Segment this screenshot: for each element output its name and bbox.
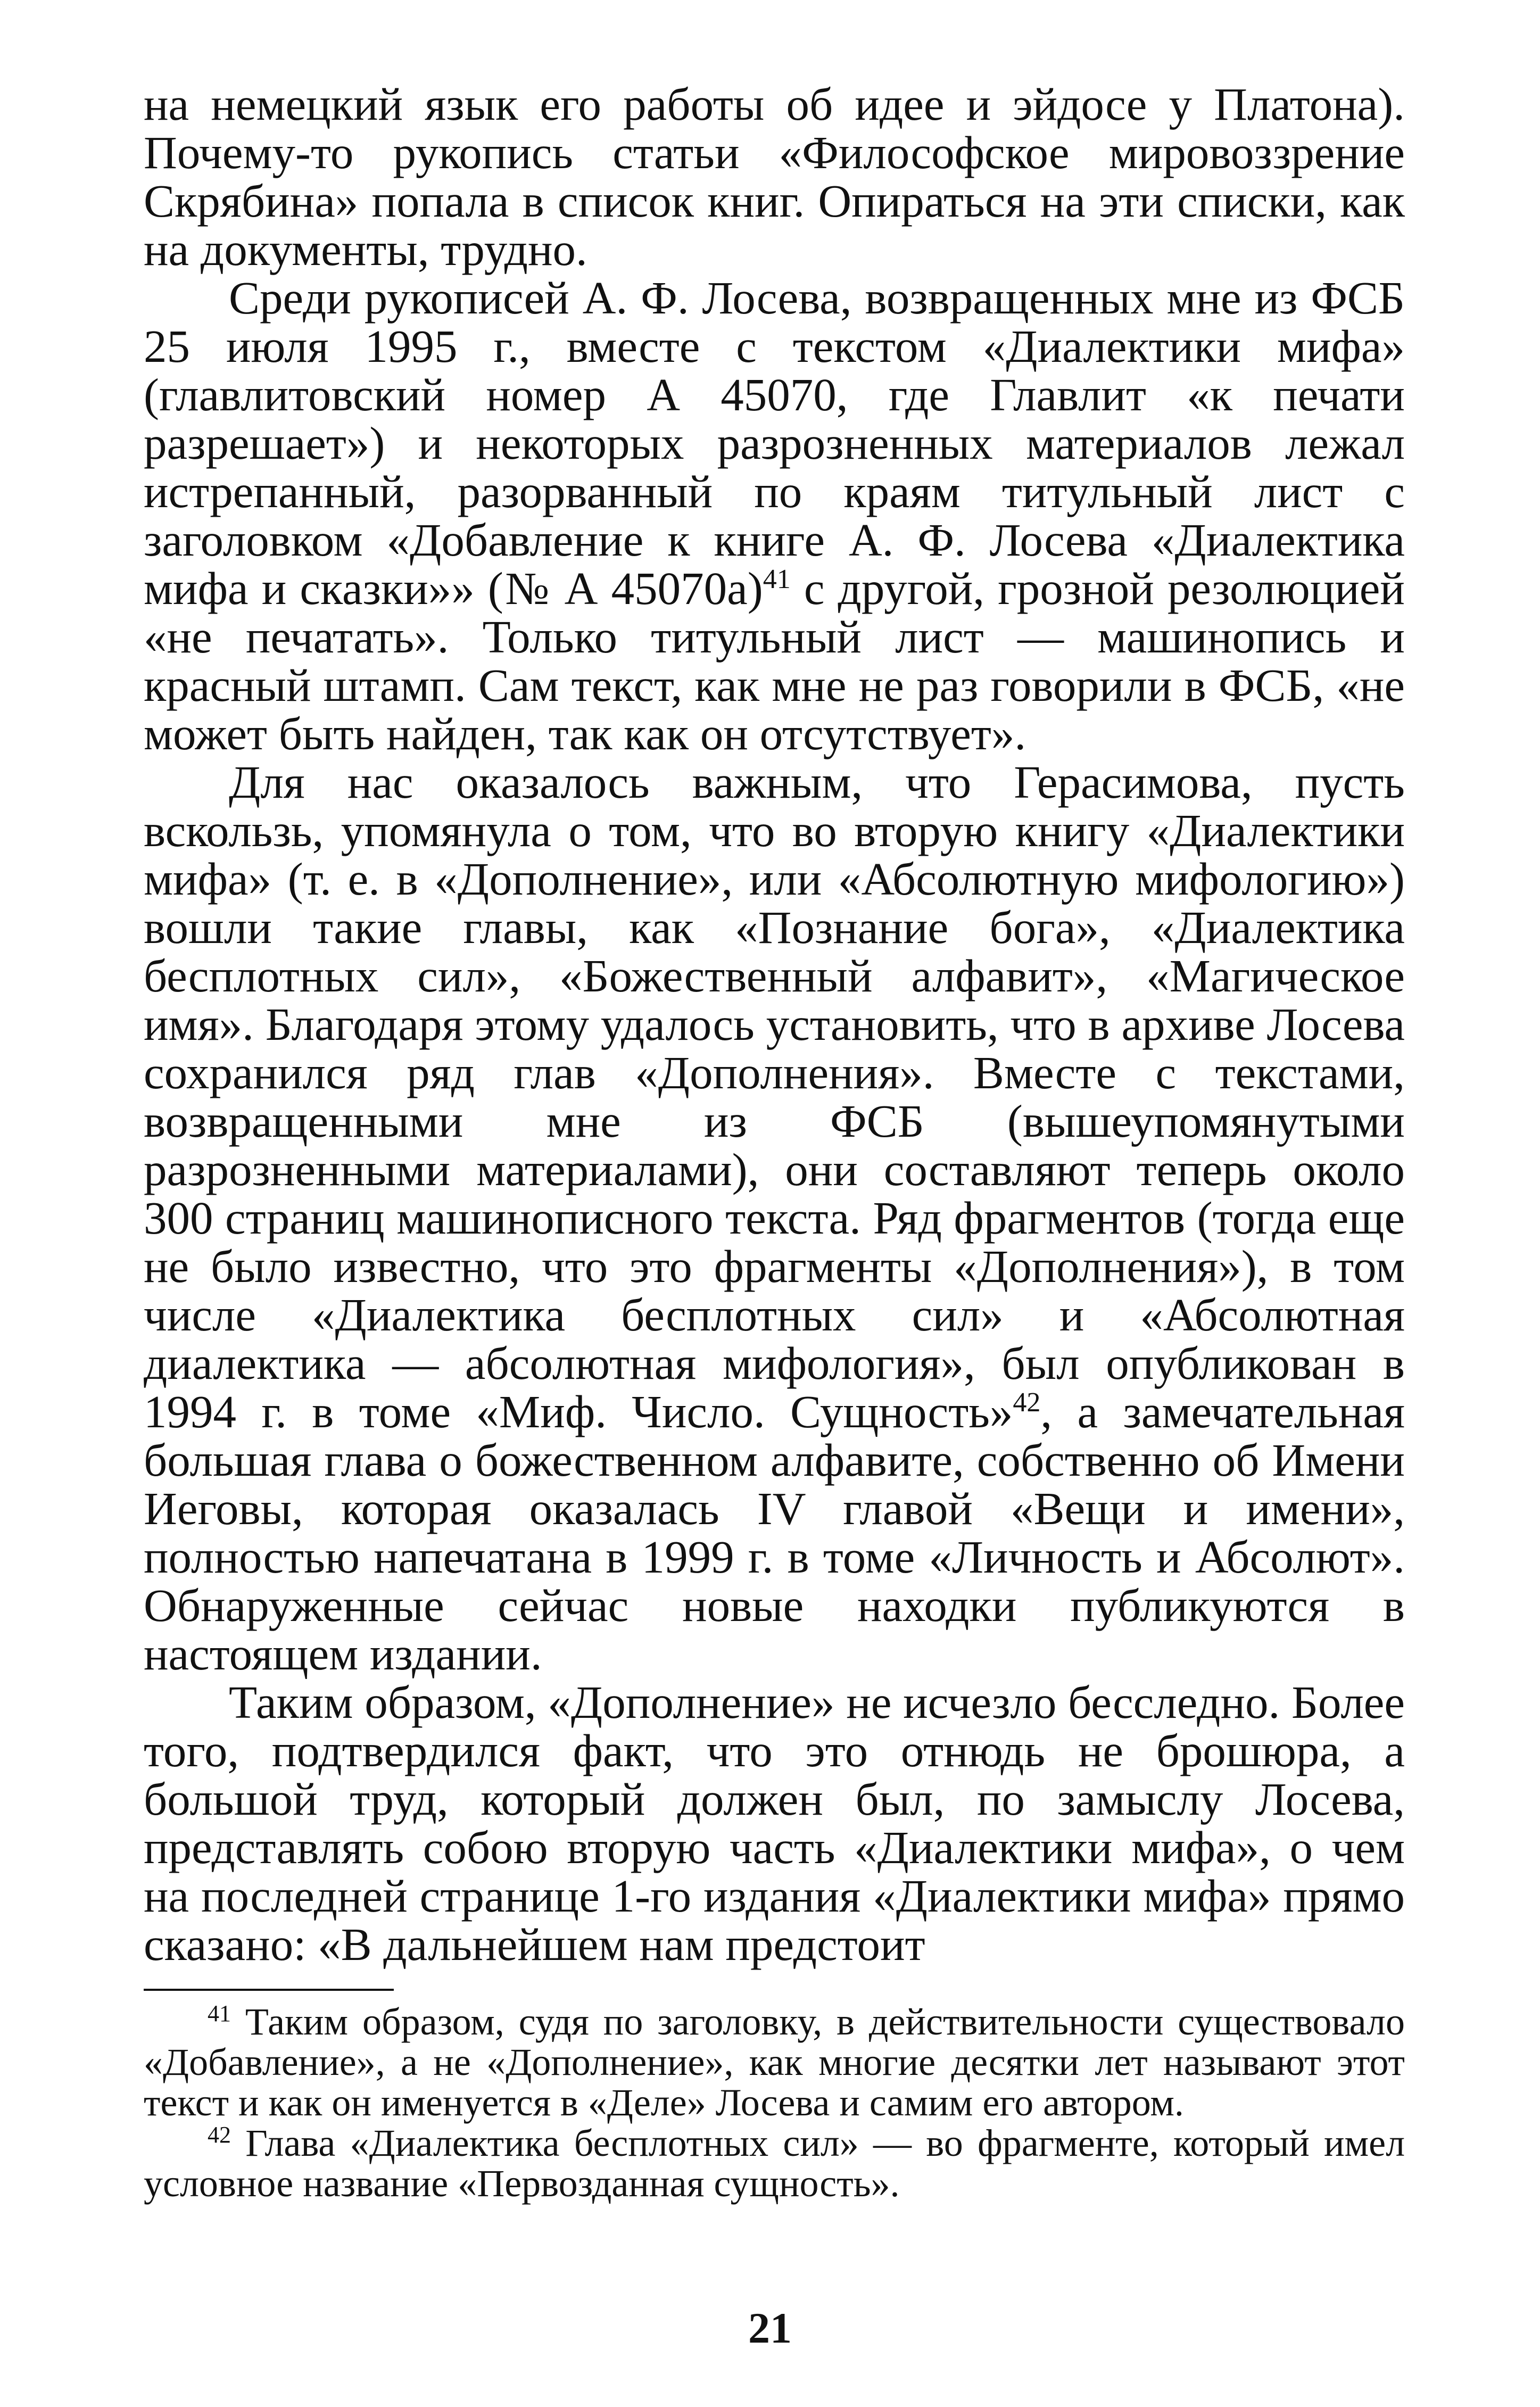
footnote-text: Таким образом, судя по заголовку, в действительности существовало «Добавление», а не «Дополнение», как многие десятки лет называют этот текст и как он именуется в «Деле» Лосева и самим его автором.: [144, 2000, 1405, 2124]
footnote-divider: [144, 1989, 394, 1991]
page-number: 21: [748, 2304, 792, 2352]
footnote-number: 42: [208, 2122, 231, 2148]
paragraph-2: [144, 274, 1405, 758]
footnote-41: [144, 2001, 1405, 2123]
paragraph-4: [144, 1678, 1405, 1968]
paragraph-text: на немецкий язык его работы об идее и эйдосе у Платона). Почему-то рукопись статьи «Философское мировоззрение Скрябина» попала в список книг. Опираться на эти списки, как на документы, трудно.: [144, 78, 1405, 275]
paragraph-text: Для нас оказалось важным, что Герасимова, пусть вскользь, упомянула о том, что во вторую книгу «Диалектики мифа» (т. е. в «Дополнение», или «Абсолютную мифологию») вошли такие главы, как «Познание бога», «Диалектика бесплотных сил», «Божественный алфавит», «Магическое имя». Благодаря этому удалось установить, что в архиве Лосева сохранился ряд глав «Дополнения». Вместе с текстами, возвращенными мне из ФСБ (вышеупомянутыми разрозненными материалами), они составляют теперь около 300 страниц машинописного текста. Ряд фрагментов (тогда еще не было известно, что это фрагменты «Дополнения»), в том числе «Диалектика бесплотных сил» и «Абсолютная диалектика — абсолютная мифология», был опубликован в 1994 г. в томе «Миф. Число. Сущность»: [144, 756, 1405, 1437]
footnote-number: 41: [208, 2000, 231, 2026]
footnote-text: Глава «Диалектика бесплотных сил» — во фрагменте, который имел условное название «Первозданная сущность».: [144, 2122, 1405, 2205]
footnote-42: [144, 2123, 1405, 2204]
paragraph-text: Среди рукописей А. Ф. Лосева, возвращенных мне из ФСБ 25 июля 1995 г., вместе с текстом «Диалектики мифа» (главлитовский номер А 45070, где Главлит «к печати разрешает») и некоторых разрозненных материалов лежал истрепанный, разорванный по краям титульный лист с заголовком «Добавление к книге А. Ф. Лосева «Диалектика мифа и сказки»» (№ А 45070а): [144, 272, 1405, 614]
footnote-ref-41: 41: [763, 564, 791, 594]
body-text: [144, 80, 1405, 1968]
paragraph-text: Таким образом, «Дополнение» не исчезло бесследно. Более того, подтвердился факт, что это отнюдь не брошюра, а большой труд, который должен был, по замыслу Лосева, представлять собою вторую часть «Диалектики мифа», о чем на последней странице 1-го издания «Диалектики мифа» прямо сказано: «В дальнейшем нам предстоит: [144, 1676, 1405, 1970]
paragraph-1: [144, 80, 1405, 274]
paragraph-text: , а замечательная большая глава о божественном алфавите, собственно об Имени Иеговы, которая оказалась IV главой «Вещи и имени», полностью напечатана в 1999 г. в томе «Личность и Абсолют». Обнаруженные сейчас новые находки публикуются в настоящем издании.: [144, 1386, 1405, 1680]
footnote-ref-42: 42: [1013, 1387, 1041, 1418]
book-page: [144, 80, 1405, 2204]
footnotes: [144, 2001, 1405, 2204]
paragraph-text: с другой, грозной резолюцией «не печатать». Только титульный лист — машинопись и красный штамп. Сам текст, как мне не раз говорили в ФСБ, «не может быть найден, так как он отсутствует».: [144, 563, 1405, 759]
paragraph-3: [144, 758, 1405, 1678]
